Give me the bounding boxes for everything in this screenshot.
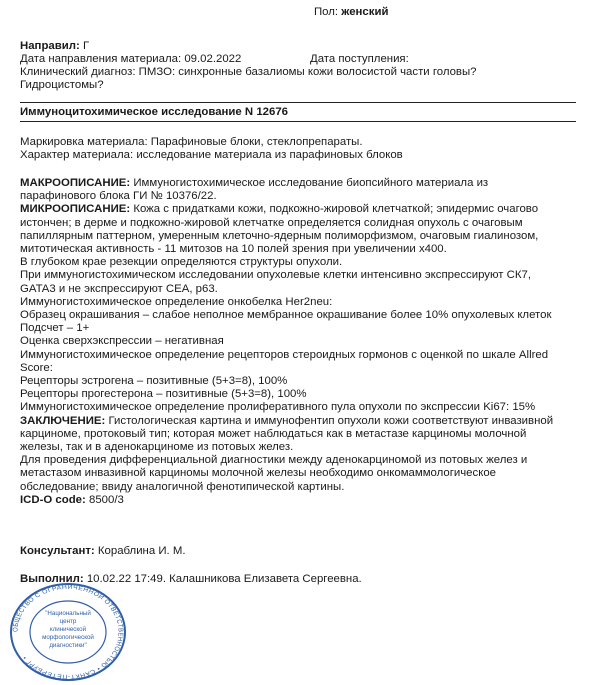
- differential-line2: метастазом инвазивной карциномы молочной железы необходимо онкомаммологическое: [20, 467, 496, 480]
- divider-top: [20, 102, 576, 103]
- stamp-ring-text: ОБЩЕСТВО С ОГРАНИЧЕННОЙ ОТВЕТСТВЕННОСТЬЮ • САНКТ-ПЕТЕРБУРГ •: [11, 584, 125, 680]
- estrogen-receptors: Рецепторы эстрогена – позитивные (5+3=8), 100%: [20, 375, 288, 388]
- allred-line2: Score:: [20, 361, 53, 374]
- study-title: Иммуноцитохимическое исследование N 12676: [20, 106, 288, 118]
- her2-title: Иммуногистохимическое определение онкобелка Her2neu:: [20, 295, 333, 308]
- conclusion-label: ЗАКЛЮЧЕНИЕ:: [20, 414, 106, 427]
- report-body: [20, 177, 580, 507]
- ki67-line: Иммуногистохимическое определение пролиферативного пула опухоли по экспрессии Ki67: 15%: [20, 401, 536, 414]
- her2-pattern: Образец окрашивания – слабое неполное мембранное окрашивание более 10% опухолевых клеток: [20, 309, 552, 322]
- ihc-line2: GATA3 и не экспрессируют СЕА, р63.: [20, 282, 218, 295]
- allred-line1: Иммуногистохимическое определение рецепторов стероидных гормонов с оценкой по шкале Allred: [20, 348, 549, 361]
- consultant-label: Консультант:: [20, 545, 95, 557]
- received-label: Дата поступления:: [310, 53, 409, 65]
- stamp-center-line3: клинической: [49, 626, 87, 633]
- her2-overexpression: Оценка сверхэкспрессии – негативная: [20, 335, 224, 348]
- conclusion-line1: ЗАКЛЮЧЕНИЕ: Гистологическая картина и иммунофентип опухоли кожи соответствуют инвазивной: [20, 414, 554, 427]
- differential-line3: обследование; ввиду аналогичной фенотипической картины.: [20, 480, 345, 493]
- conclusion-line2: карциноме, протоковый тип; которая может наблюдаться как в метастазе карциномы молочной: [20, 427, 527, 440]
- macro-line2: парафинового блока ГИ № 10376/22.: [20, 190, 217, 203]
- stamp-center-line4: морфологической: [42, 634, 94, 641]
- her2-score: Подсчет – 1+: [20, 322, 90, 335]
- ihc-line1: При иммуногистохимическом исследовании опухолевые клетки интенсивно экспрессируют СК7,: [20, 269, 532, 282]
- divider-bottom: [20, 121, 576, 122]
- stamp-center-line2: центр: [59, 618, 77, 625]
- sent-by-value: Г: [82, 40, 90, 52]
- micro-line4: митотическая активность - 11 митозов на 10 полей зрения при увеличении x400.: [20, 243, 447, 256]
- icdo-value: 8500/3: [89, 493, 124, 506]
- sent-by-label: Направил:: [20, 40, 80, 52]
- material-character: Характер материала: исследование материала из парафиновых блоков: [20, 149, 403, 161]
- organization-stamp: [4, 582, 132, 682]
- stamp-center-line5: диагностики": [49, 642, 87, 649]
- performed-value: 10.02.22 17:49. Калашникова Елизавета Сергеевна.: [86, 573, 362, 585]
- stamp-center-line1: "Национальный: [45, 610, 91, 617]
- sex-line: [314, 6, 388, 19]
- conclusion-line3: железы, так и в аденокарциноме из потовых желез.: [20, 441, 294, 454]
- micro-line5: В глубоком крае резекции определяются структуры опухоли.: [20, 256, 343, 269]
- macro-line1: МАКРООПИСАНИЕ: Иммуногистохимическое исследование биопсийного материала из: [20, 177, 489, 189]
- performed-label: Выполнил:: [20, 573, 84, 585]
- micro-label: МИКРООПИСАНИЕ:: [20, 203, 131, 216]
- consultant-line: [20, 545, 186, 558]
- sent-date-label: Дата направления материала:: [20, 53, 182, 65]
- consultant-value: Кораблина И. М.: [97, 545, 186, 557]
- differential-line1: Для проведения дифференциальной диагностики между аденокарциномой из потовых желез и: [20, 454, 528, 467]
- material-marking: Маркировка материала: Парафиновые блоки, стеклопрепараты.: [20, 136, 363, 148]
- progesterone-receptors: Рецепторы прогестерона – позитивные (5+3=8), 100%: [20, 388, 307, 401]
- redaction-mark: [89, 40, 299, 51]
- micro-line2: истончен; в дерме и подкожно-жировой клетчатке определяется солидная опухоль с очаговым: [20, 216, 523, 229]
- icdo-label: ICD-O code:: [20, 493, 86, 506]
- sent-date-line: [20, 53, 241, 66]
- sent-date-value: 09.02.2022: [184, 53, 242, 65]
- sex-label: Пол:: [314, 6, 339, 18]
- macro-label: МАКРООПИСАНИЕ:: [20, 177, 131, 189]
- micro-line1: МИКРООПИСАНИЕ: Кожа с придатками кожи, подкожно-жировой клетчаткой; эпидермис очагово: [20, 203, 539, 216]
- sex-value: женский: [341, 6, 389, 18]
- icdo-line: [20, 494, 580, 507]
- clinical-diagnosis-line1: Клинический диагноз: ПМЗО: синхронные базалиомы кожи волосистой части головы?: [20, 66, 477, 78]
- micro-line3: папиллярным паттерном, умеренным клеточно-ядерным полиморфизмом, очаговым гиалинозом,: [20, 229, 539, 242]
- clinical-diagnosis-line2: Гидроцистомы?: [20, 79, 104, 91]
- sent-by-line: [20, 40, 299, 53]
